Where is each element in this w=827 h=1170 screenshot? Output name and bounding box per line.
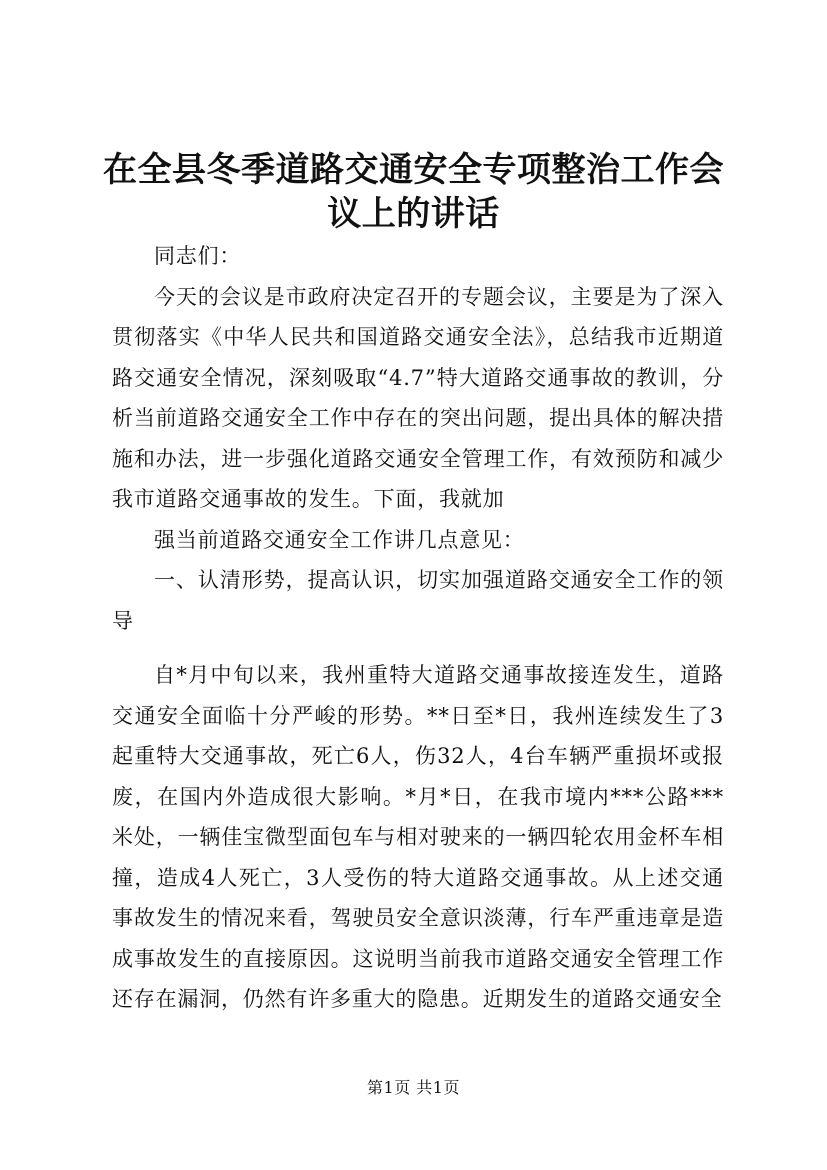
document-body bbox=[112, 236, 724, 1020]
body-paragraph: 今天的会议是市政府决定召开的专题会议，主要是为了深入贯彻落实《中华人民共和国道路交通安全法》，总结我市近期道路交通安全情况，深刻吸取“4.7”特大道路交通事故的教训，分析当前道路交通安全工作中存在的突出问题，提出具体的解决措施和办法，进一步强化道路交通安全管理工作，有效预防和减少我市道路交通事故的发生。下面，我就加 bbox=[112, 284, 724, 511]
body-paragraph: 强当前道路交通安全工作讲几点意见： bbox=[154, 527, 525, 552]
document-title: 在全县冬季道路交通安全专项整治工作会议上的讲话 bbox=[103, 150, 724, 234]
body-paragraph: 自*月中旬以来，我州重特大道路交通事故接连发生，道路交通安全面临十分严峻的形势。**日至*日，我州连续发生了3起重特大交通事故，死亡6人，伤32人，4台车辆严重损坏或报废，在国内外造成很大影响。*月*日，在我市境内***公路***米处，一辆佳宝微型面包车与相对驶来的一辆四轮农用金杯车相撞，造成4人死亡，3人受伤的特大道路交通事故。从上述交通事故发生的情况来看，驾驶员安全意识淡薄，行车严重违章是造成事故发生的直接原因。这说明当前我市道路交通安全管理工作还存在漏洞，仍然有许多重大的隐患。近期发生的道路交通安全 bbox=[112, 663, 724, 1011]
salutation-paragraph: 同志们： bbox=[154, 244, 242, 268]
section-heading: 一、认清形势，提高认识，切实加强道路交通安全工作的领导 bbox=[112, 568, 724, 633]
page-footer: 第1页 共1页 bbox=[367, 1078, 460, 1097]
